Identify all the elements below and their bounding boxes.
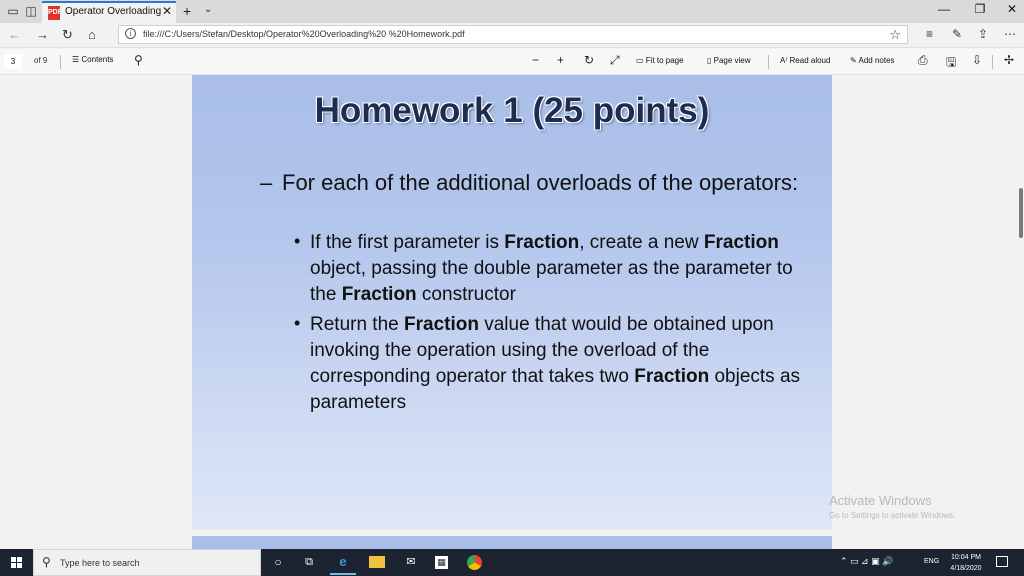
fit-page-icon: ▭ <box>636 56 646 65</box>
page-view-button[interactable] <box>707 56 751 65</box>
slide-title: Homework 1 (25 points) <box>314 91 710 130</box>
bullet-text-2 <box>310 312 805 416</box>
page-number-input[interactable]: 3 <box>4 54 22 69</box>
text-segment: value that would be obtained upon invoking the operation using the overload of the corresponding operator that takes two <box>310 314 774 387</box>
windows-start-icon[interactable] <box>11 557 22 568</box>
print-icon[interactable]: ⎙ <box>918 53 928 67</box>
clock-time: 10:04 PM <box>951 554 981 561</box>
edge-icon[interactable]: e <box>339 554 347 569</box>
language-indicator[interactable]: ENG <box>924 558 940 565</box>
text-segment: If the first parameter is <box>310 232 505 253</box>
search-icon: ⚲ <box>42 555 51 569</box>
keyword: Fraction <box>703 232 779 253</box>
tab-manager-icon[interactable]: ▭ <box>7 4 19 18</box>
file-explorer-icon[interactable] <box>369 556 385 568</box>
text-segment: , create a new <box>579 232 704 253</box>
page-view-icon: ▯ <box>707 56 714 65</box>
save-icon[interactable]: 🖫 <box>946 55 957 69</box>
text-segment: Return the <box>310 314 404 335</box>
address-bar[interactable] <box>118 25 908 44</box>
taskbar <box>0 549 1024 576</box>
dash-marker: – <box>260 170 273 195</box>
restore-icon[interactable]: ❐ <box>974 2 986 16</box>
watermark-title: Activate Windows <box>829 493 932 508</box>
divider <box>992 55 993 69</box>
text-segment: constructor <box>416 284 516 305</box>
bullet-text-1 <box>310 230 805 308</box>
pdf-toolbar <box>0 49 1024 75</box>
activate-windows-watermark <box>829 493 955 520</box>
add-notes-button[interactable] <box>850 56 895 65</box>
divider <box>768 55 769 69</box>
keyword: Fraction <box>404 314 479 335</box>
text-segment: object, passing the double parameter as the parameter to the <box>310 258 793 305</box>
rotate-icon[interactable]: ↻ <box>584 53 595 67</box>
contents-button[interactable] <box>72 55 113 64</box>
back-icon[interactable]: ← <box>8 27 21 42</box>
read-aloud-icon: A⁾ <box>780 56 790 65</box>
minimize-icon[interactable]: — <box>938 2 950 16</box>
home-icon[interactable]: ⌂ <box>88 27 96 42</box>
keyword: Fraction <box>634 366 710 387</box>
taskbar-search-box[interactable] <box>33 549 261 576</box>
pin-icon[interactable]: ✢ <box>1004 53 1015 67</box>
document-viewer <box>0 75 1024 549</box>
system-tray-icons[interactable]: ⌃ ▭ ⊿ ▣ 🔊 <box>840 556 894 566</box>
page-count: of 9 <box>34 56 48 65</box>
share-icon[interactable]: ⇪ <box>978 27 989 41</box>
more-icon[interactable]: ⋯ <box>1004 27 1016 41</box>
address-toolbar <box>0 23 1024 48</box>
star-icon[interactable]: ☆ <box>889 27 901 42</box>
fit-to-page-label: Fit to page <box>645 56 684 65</box>
clock[interactable] <box>944 552 988 574</box>
scrollbar[interactable] <box>1019 188 1023 238</box>
chevron-down-icon[interactable]: ⌄ <box>204 4 213 15</box>
clock-date: 4/18/2020 <box>950 565 982 572</box>
divider <box>60 55 61 69</box>
forward-icon[interactable]: → <box>36 27 49 42</box>
pdf-file-icon: PDF <box>48 6 60 20</box>
tabs-aside-icon[interactable]: ◫ <box>25 4 37 18</box>
search-placeholder: Type here to search <box>60 558 140 568</box>
pen-icon: ✎ <box>850 56 859 65</box>
task-view-icon[interactable]: ⧉ <box>305 556 313 568</box>
close-window-icon[interactable]: ✕ <box>1006 2 1018 16</box>
active-app-indicator <box>330 573 356 575</box>
save-as-icon[interactable]: ⇩ <box>972 53 983 67</box>
keyword: Fraction <box>341 284 417 305</box>
keyword: Fraction <box>504 232 580 253</box>
store-icon[interactable]: ▦ <box>435 556 448 569</box>
read-aloud-button[interactable] <box>780 56 830 65</box>
refresh-icon[interactable]: ↻ <box>62 27 73 42</box>
page-view-label: Page view <box>713 56 751 65</box>
notifications-icon[interactable] <box>996 556 1008 567</box>
pdf-page <box>192 75 832 530</box>
contents-label: Contents <box>81 55 114 64</box>
new-tab-icon[interactable]: + <box>183 3 192 19</box>
close-tab-icon[interactable]: ✕ <box>161 4 172 18</box>
info-icon[interactable]: i <box>125 28 136 39</box>
next-pdf-page <box>192 536 832 549</box>
chrome-icon[interactable] <box>467 555 482 570</box>
text-segment: objects as parameters <box>310 366 801 413</box>
fit-to-page-button[interactable] <box>636 56 684 65</box>
title-bar <box>0 0 1024 23</box>
pen-icon[interactable]: ✎ <box>952 27 963 41</box>
watermark-subtitle: Go to Settings to activate Windows. <box>829 511 956 520</box>
list-icon: ☰ <box>72 55 82 64</box>
bullet-marker: • <box>294 313 301 333</box>
cortana-icon[interactable]: ○ <box>274 555 282 569</box>
add-notes-label: Add notes <box>858 56 895 65</box>
zoom-out-icon[interactable]: − <box>532 53 540 67</box>
browser-tab[interactable] <box>42 1 176 23</box>
mail-icon[interactable]: ✉ <box>406 556 416 568</box>
fullscreen-icon[interactable]: ⤢ <box>610 53 620 67</box>
bullet-marker: • <box>294 231 301 251</box>
search-icon[interactable]: ⚲ <box>134 53 143 67</box>
read-aloud-label: Read aloud <box>789 56 831 65</box>
url-text[interactable]: file:///C:/Users/Stefan/Desktop/Operator%20Overloading%20 %20Homework.pdf <box>143 29 465 39</box>
tab-title: Operator Overloading <box>65 6 162 17</box>
slide-point: For each of the additional overloads of the operators: <box>282 170 799 195</box>
favorites-icon[interactable]: ≡ <box>926 27 934 41</box>
zoom-in-icon[interactable]: + <box>557 53 565 67</box>
